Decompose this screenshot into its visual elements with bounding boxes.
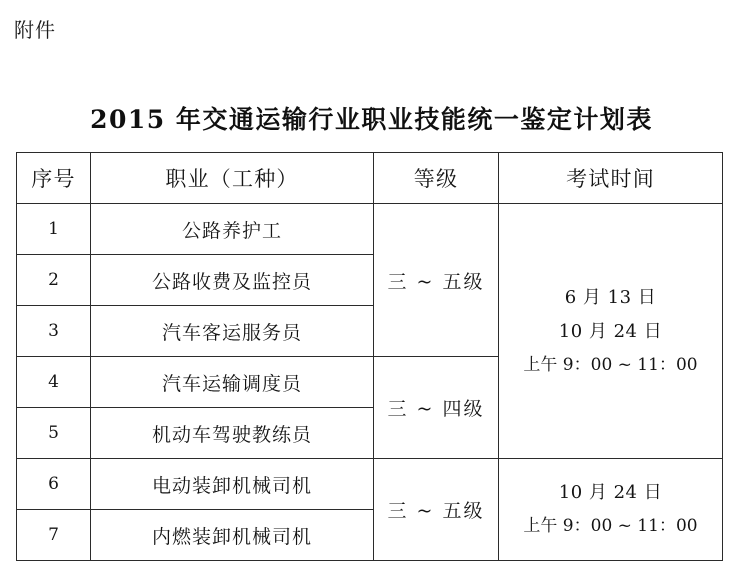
- cell-no: 6: [17, 459, 91, 510]
- header-cell-time: 考试时间: [499, 153, 723, 204]
- table-header-row: [17, 153, 723, 204]
- cell-no: 3: [17, 306, 91, 357]
- cell-job: 汽车运输调度员: [91, 357, 374, 408]
- header-cell-no: 序号: [17, 153, 91, 204]
- cell-no: 2: [17, 255, 91, 306]
- cell-job: 内燃装卸机械司机: [91, 510, 374, 561]
- cell-no: 5: [17, 408, 91, 459]
- time-line-date-1: 10 月 24 日: [558, 482, 663, 504]
- time-line-hours: 上午 9：00 ~ 11：00: [523, 355, 698, 376]
- table-body: [17, 204, 723, 561]
- header-cell-level: 等级: [374, 153, 499, 204]
- page-title: 2015 年交通运输行业职业技能统一鉴定计划表: [90, 105, 653, 134]
- cell-level: 三 ~ 四级: [374, 357, 499, 459]
- plan-table: [16, 152, 723, 561]
- cell-time: [499, 459, 723, 561]
- cell-time: [499, 204, 723, 459]
- cell-job: 电动装卸机械司机: [91, 459, 374, 510]
- time-line-date-1: 6 月 13 日: [564, 286, 657, 308]
- table-row: [17, 459, 723, 510]
- cell-no: 7: [17, 510, 91, 561]
- cell-no: 4: [17, 357, 91, 408]
- time-line-hours: 上午 9：00 ~ 11：00: [523, 516, 698, 537]
- cell-level: 三 ~ 五级: [374, 204, 499, 357]
- header-cell-job: 职业（工种）: [91, 153, 374, 204]
- cell-job: 机动车驾驶教练员: [91, 408, 374, 459]
- cell-level: 三 ~ 五级: [374, 459, 499, 561]
- plan-table-container: [16, 152, 722, 561]
- cell-job: 汽车客运服务员: [91, 306, 374, 357]
- cell-job: 公路养护工: [91, 204, 374, 255]
- cell-job: 公路收费及监控员: [91, 255, 374, 306]
- attachment-label: 附件: [14, 18, 56, 42]
- table-header: [17, 153, 723, 204]
- cell-no: 1: [17, 204, 91, 255]
- table-row: [17, 204, 723, 255]
- time-line-date-2: 10 月 24 日: [558, 320, 663, 342]
